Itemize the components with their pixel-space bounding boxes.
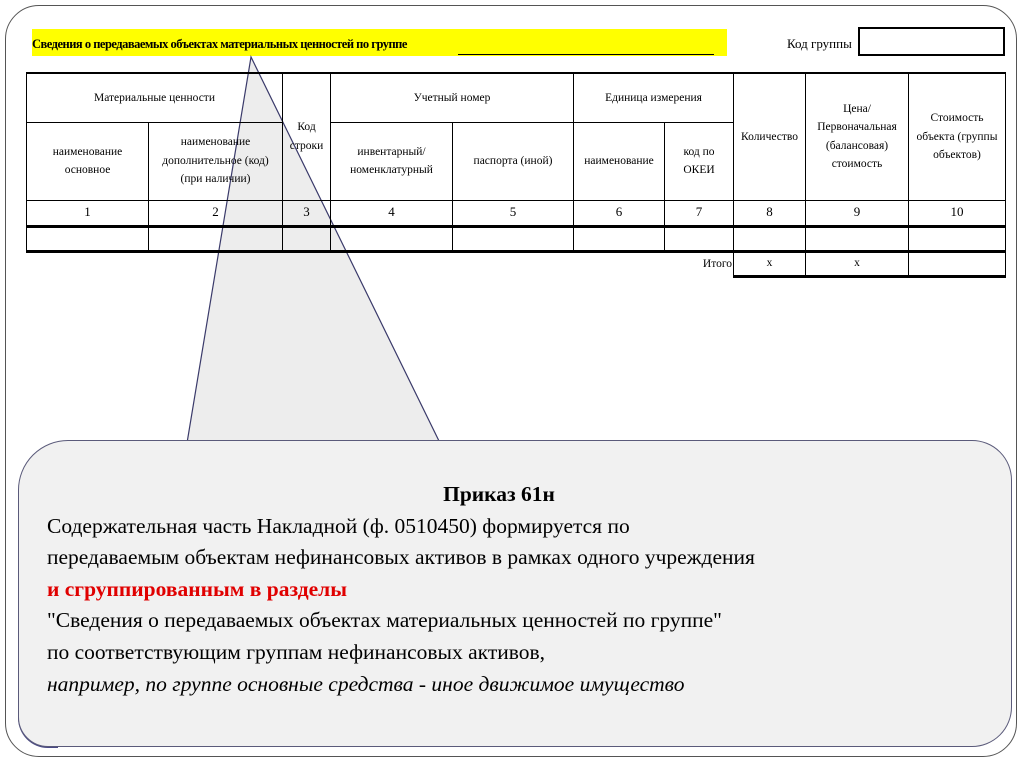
header-inventory: инвентарный/ номенклатурный [331,122,453,200]
callout-highlight: и сгруппированным в разделы [47,576,347,601]
header-name-main: наименование основное [27,122,149,200]
table-row [27,226,1006,251]
header-quantity: Количество [734,73,806,200]
column-number: 9 [806,200,909,226]
column-number: 10 [909,200,1006,226]
callout-line: передаваемым объектам нефинансовых активов в рамках одного учреждения [47,545,755,570]
header-cost: Стоимость объекта (группы объектов) [909,73,1006,200]
group-code-label: Код группы [787,36,852,51]
callout-line: по соответствующим группам нефинансовых активов, [47,639,545,664]
header-unit-name: наименование [574,122,665,200]
total-label: Итого [702,258,732,271]
column-number: 8 [734,200,806,226]
total-price: х [806,251,909,276]
column-number: 7 [665,200,734,226]
column-number: 3 [283,200,331,226]
header-unit: Единица измерения [574,73,734,122]
form-section-title: Сведения о передаваемых объектах материальных ценностей по группе [32,29,727,56]
header-name-additional: наименование дополнительное (код) (при наличии) [149,122,283,200]
header-okei: код по ОКЕИ [665,122,734,200]
materials-table [26,72,1006,278]
header-account-number: Учетный номер [331,73,574,122]
total-cost [909,251,1006,276]
column-number: 6 [574,200,665,226]
header-passport: паспорта (иной) [453,122,574,200]
callout-example: например, по группе основные средства - иное движимое имущество [47,671,685,696]
callout-box [18,440,1012,747]
column-number: 4 [331,200,453,226]
total-quantity: х [734,251,806,276]
column-number: 2 [149,200,283,226]
header-price: Цена/ Первоначальная (балансовая) стоимость [806,73,909,200]
callout-line: "Сведения о передаваемых объектах материальных ценностей по группе" [47,608,722,633]
header-material-values: Материальные ценности [27,73,283,122]
header-row-code: Код строки [283,73,331,200]
column-number: 5 [453,200,574,226]
column-number: 1 [27,200,149,226]
total-row [27,251,1006,276]
callout-title: Приказ 61н [443,482,555,506]
callout-line: Содержательная часть Накладной (ф. 0510450) формируется по [47,513,630,538]
